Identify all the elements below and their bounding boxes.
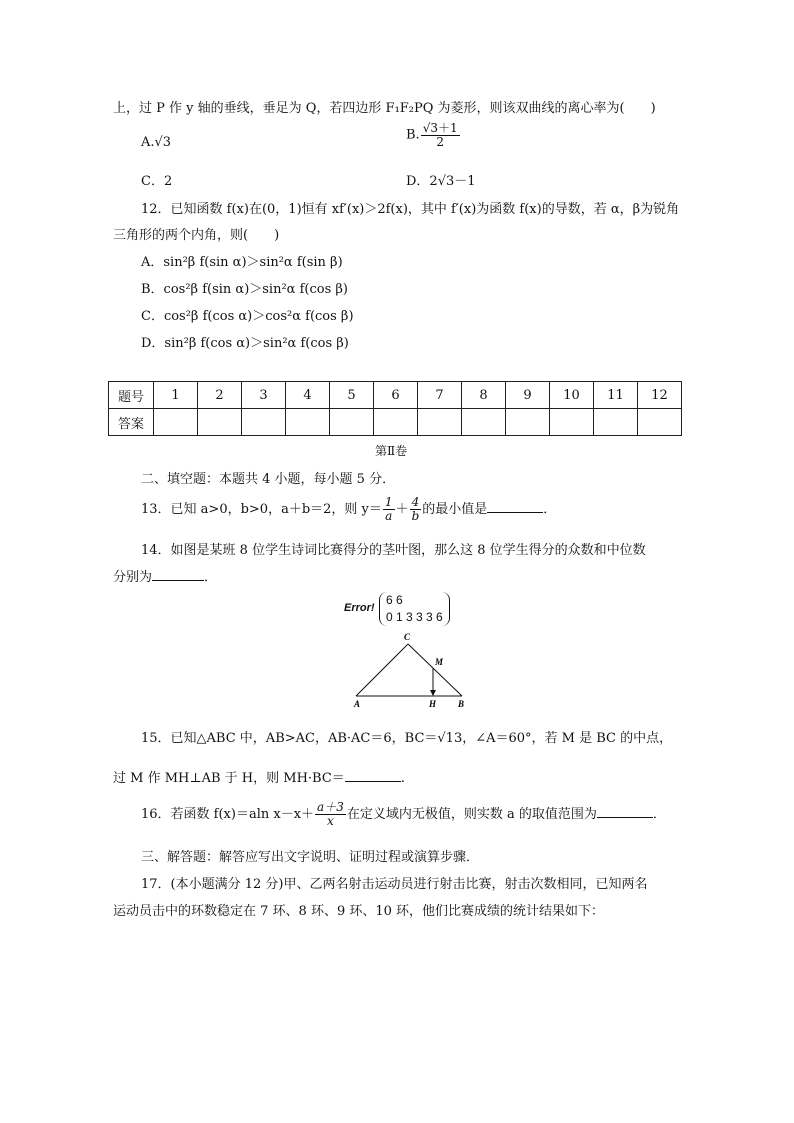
q11-option-d: D．2√3－1 [406,174,476,189]
q14-text-line1: 14．如图是某班 8 位学生诗词比赛得分的茎叶图，那么这 8 位学生得分的众数和中位数 [141,543,646,558]
q15-line2-text: 过 M 作 MH⊥AB 于 H，则 MH·BC＝ [113,771,345,786]
answer-table-cell-number: 1 [154,382,198,409]
q16-fraction [315,801,346,827]
q16-f-den: x [327,814,334,828]
q13-f2-den: b [411,509,420,523]
answer-table-header-answer: 答案 [109,409,154,436]
q13-fraction-2 [410,496,422,522]
q13-f1-den: a [385,509,393,523]
side-ac [356,644,408,696]
q12-text-line2: 三角形的两个内角，则( ) [113,228,280,243]
stemleaf-error-label: Error! [344,602,375,614]
q12-option-d: D．sin²β f(cos α)＞sin²α f(cos β) [141,336,349,351]
q17-text-line2: 运动员击中的环数稳定在 7 环、8 环、9 环、10 环，他们比赛成绩的统计结果如下： [113,904,605,919]
q13-fraction-1 [383,496,395,522]
label-h: H [429,699,437,709]
q11-option-c: C．2 [141,174,173,189]
answer-cell[interactable] [418,409,462,436]
answer-cell[interactable] [462,409,506,436]
q11-option-b-fraction [421,122,460,148]
answer-cell[interactable] [154,409,198,436]
answer-table-cell-number: 11 [594,382,638,409]
arrow-head [430,690,436,696]
section2-title: 第Ⅱ卷 [375,444,408,458]
section3-intro: 三、解答题：解答应写出文字说明、证明过程或演算步骤． [141,850,480,865]
label-b: B [458,699,465,709]
q16-text [141,798,666,832]
answer-table-cell-number: 10 [550,382,594,409]
answer-cell[interactable] [242,409,286,436]
q12-option-a: A．sin²β f(sin α)＞sin²α f(sin β) [141,255,343,270]
q16-end: ． [652,807,666,822]
answer-table-cell-number: 6 [374,382,418,409]
stemleaf-row-1: 6 6 [386,593,403,607]
q16-f-num: a＋3 [317,800,344,815]
side-cb [408,644,462,696]
answer-table-cell-number: 3 [242,382,286,409]
stemleaf-matrix [379,592,450,626]
answer-table-cell-number: 2 [198,382,242,409]
answer-table-header-number: 题号 [109,382,154,409]
q15-text-line2 [113,767,405,786]
q16-answer-blank[interactable] [597,805,653,818]
answer-cell[interactable] [594,409,638,436]
section2-intro: 二、填空题：本题共 4 小题，每小题 5 分． [141,472,396,487]
q16-pre: 16．若函数 f(x)＝aln x－x＋ [141,807,315,822]
label-a: A [354,699,361,709]
q13-f1-num: 1 [384,495,393,510]
answer-table-cell-number: 5 [330,382,374,409]
answer-cell[interactable] [198,409,242,436]
q11-option-b-den: 2 [436,134,444,149]
q17-text-line1: 17．(本小题满分 12 分)甲、乙两名射击运动员进行射击比赛，射击次数相同，已知两名 [141,877,648,892]
answer-cell[interactable] [506,409,550,436]
q13-plus: ＋ [395,502,409,517]
q13-end: ． [543,502,557,517]
answer-cell[interactable] [550,409,594,436]
answer-table-number-row [109,382,682,409]
q12-option-b: B．cos²β f(sin α)＞sin²α f(cos β) [141,282,348,297]
q16-post: 在定义域内无极值，则实数 a 的取值范围为 [346,807,597,822]
q14-answer-blank[interactable] [152,568,204,581]
q11-text: 上，过 P 作 y 轴的垂线，垂足为 Q，若四边形 F₁F₂PQ 为菱形，则该双曲线的离心率为( ) [113,101,656,116]
q14-end: ． [204,570,218,585]
answer-cell[interactable] [374,409,418,436]
triangle-diagram [344,628,474,710]
q11-option-b-num: √3＋1 [422,121,458,135]
q13-f2-num: 4 [410,496,422,510]
q15-answer-blank[interactable] [345,769,401,782]
q13-answer-blank[interactable] [487,500,543,513]
answer-table-cell-number: 4 [286,382,330,409]
answer-table-cell-number: 12 [638,382,682,409]
q15-end: . [400,771,405,786]
q12-option-c: C．cos²β f(cos α)＞cos²α f(cos β) [141,309,354,324]
answer-table-answer-row [109,409,682,436]
q11-option-b-label: B. [406,127,420,143]
q11-option-b [406,122,461,148]
stemleaf-row-2: 0 1 3 3 3 6 [386,610,443,624]
answer-cell[interactable] [286,409,330,436]
q11-option-a: A.√3 [141,135,172,150]
q14-text-line2 [113,566,217,585]
q13-pre: 13．已知 a>0，b>0，a＋b＝2，则 y＝ [141,502,382,517]
q13-text [141,494,556,526]
q14-line2-text: 分别为 [113,570,153,585]
q12-text-line1: 12．已知函数 f(x)在(0，1)恒有 xf′(x)＞2f(x)，其中 f′(x)为函数 f(x)的导数，若 α，β为锐角 [141,202,680,217]
q15-text-line1: 15．已知△ABC 中，AB>AC，AB·AC＝6，BC＝√13，∠A＝60°，若 M 是 BC 的中点， [141,731,673,746]
answer-cell[interactable] [330,409,374,436]
answer-table-cell-number: 8 [462,382,506,409]
answer-table [108,381,682,436]
label-m: M [435,657,444,667]
answer-table-cell-number: 7 [418,382,462,409]
answer-cell[interactable] [638,409,682,436]
label-c: C [404,632,411,642]
q13-post: 的最小值是 [422,502,488,517]
answer-table-cell-number: 9 [506,382,550,409]
